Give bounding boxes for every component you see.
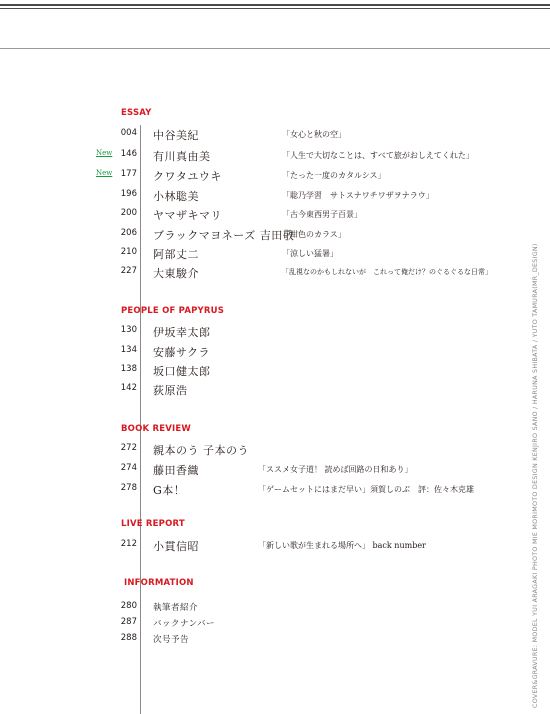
info-item: 執筆者紹介 [153,603,199,613]
author-name: ヤマザキマリ [153,209,222,222]
page-number: 134 [120,345,137,355]
page-number: 278 [120,483,137,493]
article-title: 「涼しい猛暑」 [282,249,338,258]
page-number: 004 [120,128,137,138]
top-rule-thin [0,8,550,9]
author-name: 阿部丈二 [153,248,199,261]
credits-text: COVER&GRAVURE: MODEL YUI ARAGAKI PHOTO MIE MORIMOTO DESIGN KENJIRO SANO / HARUNA SHIBATA / YUTO TAMURA(MR_DESIGN) [532,243,539,708]
toc-row[interactable] [0,462,540,478]
toc-row[interactable] [0,324,540,340]
toc-row[interactable] [0,227,540,243]
toc-row[interactable] [0,148,540,164]
article-title: 「新しい歌が生まれる場所へ」 back number [258,541,426,550]
page-number: 210 [120,247,137,257]
author-name: 小貫信昭 [153,540,199,553]
section-heading-book-review: BOOK REVIEW [121,424,191,434]
page-number: 146 [120,149,137,159]
top-rule [0,4,550,6]
section-heading-information: INFORMATION [124,578,194,588]
page-number: 142 [120,383,137,393]
page-number: 130 [120,325,137,335]
credits-column [528,88,548,708]
info-item: バックナンバー [153,619,215,629]
author-name: 大東駿介 [153,267,199,280]
article-title: 「人生で大切なことは、すべて旅がおしえてくれた」 [282,151,474,160]
person-name: 荻原浩 [153,384,188,397]
toc-row[interactable] [0,344,540,360]
new-badge: New [96,169,113,177]
article-title: 「たった一度のカタルシス」 [282,171,386,180]
toc-row[interactable] [0,632,540,648]
section-heading-essay: ESSAY [121,108,152,118]
toc-row[interactable] [0,600,540,616]
section-heading-people: PEOPLE OF PAPYRUS [121,306,225,316]
page-number: 274 [120,463,137,473]
toc-row[interactable] [0,382,540,398]
column-name: G本！ [153,484,186,497]
column-name: 親本のう 子本のう [153,444,249,457]
section-heading-live-report: LIVE REPORT [121,519,185,529]
toc-row[interactable] [0,188,540,204]
page-number: 177 [120,169,137,179]
article-title: 「ススメ女子道！ 読めば回路の日和あり」 [258,465,413,474]
toc-row[interactable] [0,246,540,262]
toc-row[interactable] [0,127,540,143]
article-title: 「女心と秋の空」 [282,130,346,139]
page-number: 288 [120,633,137,643]
toc-row[interactable] [0,207,540,223]
page-number: 138 [120,364,137,374]
person-name: 坂口健太郎 [153,365,211,378]
toc-row[interactable] [0,616,540,632]
person-name: 安藤サクラ [153,346,211,359]
toc-row[interactable] [0,442,540,458]
page-number: 200 [120,208,137,218]
page-number: 227 [120,266,137,276]
article-title: 「聡乃学習 サトスナワチワザヲナラウ」 [282,191,434,200]
page-number: 287 [120,617,137,627]
article-title: 「乱視なのかもしれないが これって俺だけ？のぐるぐるな日常」 [282,268,492,276]
author-name: 中谷美紀 [153,129,199,142]
toc-row[interactable] [0,363,540,379]
author-name: 小林聡美 [153,190,199,203]
author-name: 藤田香織 [153,464,199,477]
page-number: 272 [120,443,137,453]
info-item: 次号予告 [153,635,190,645]
toc-row[interactable] [0,168,540,184]
page-number: 206 [120,228,137,238]
author-name: ブラックマヨネーズ 吉田敬 [153,229,295,242]
author-name: 有川真由美 [153,150,211,163]
person-name: 伊坂幸太郎 [153,326,211,339]
article-title: 「古今東西男子百景」 [282,210,362,219]
article-title: 「ゲームセットにはまだ早い」須賀しのぶ 評：佐々木克雄 [258,485,474,494]
toc-row[interactable] [0,482,540,498]
toc-row[interactable] [0,265,540,281]
author-name: クワタユウキ [153,170,222,183]
page-number: 196 [120,189,137,199]
article-title: 「紺色のカラス」 [282,230,346,239]
page-number: 280 [120,601,137,611]
header-rule [0,48,550,49]
page-number: 212 [120,539,137,549]
new-badge: New [96,149,113,157]
toc-row[interactable] [0,538,540,554]
